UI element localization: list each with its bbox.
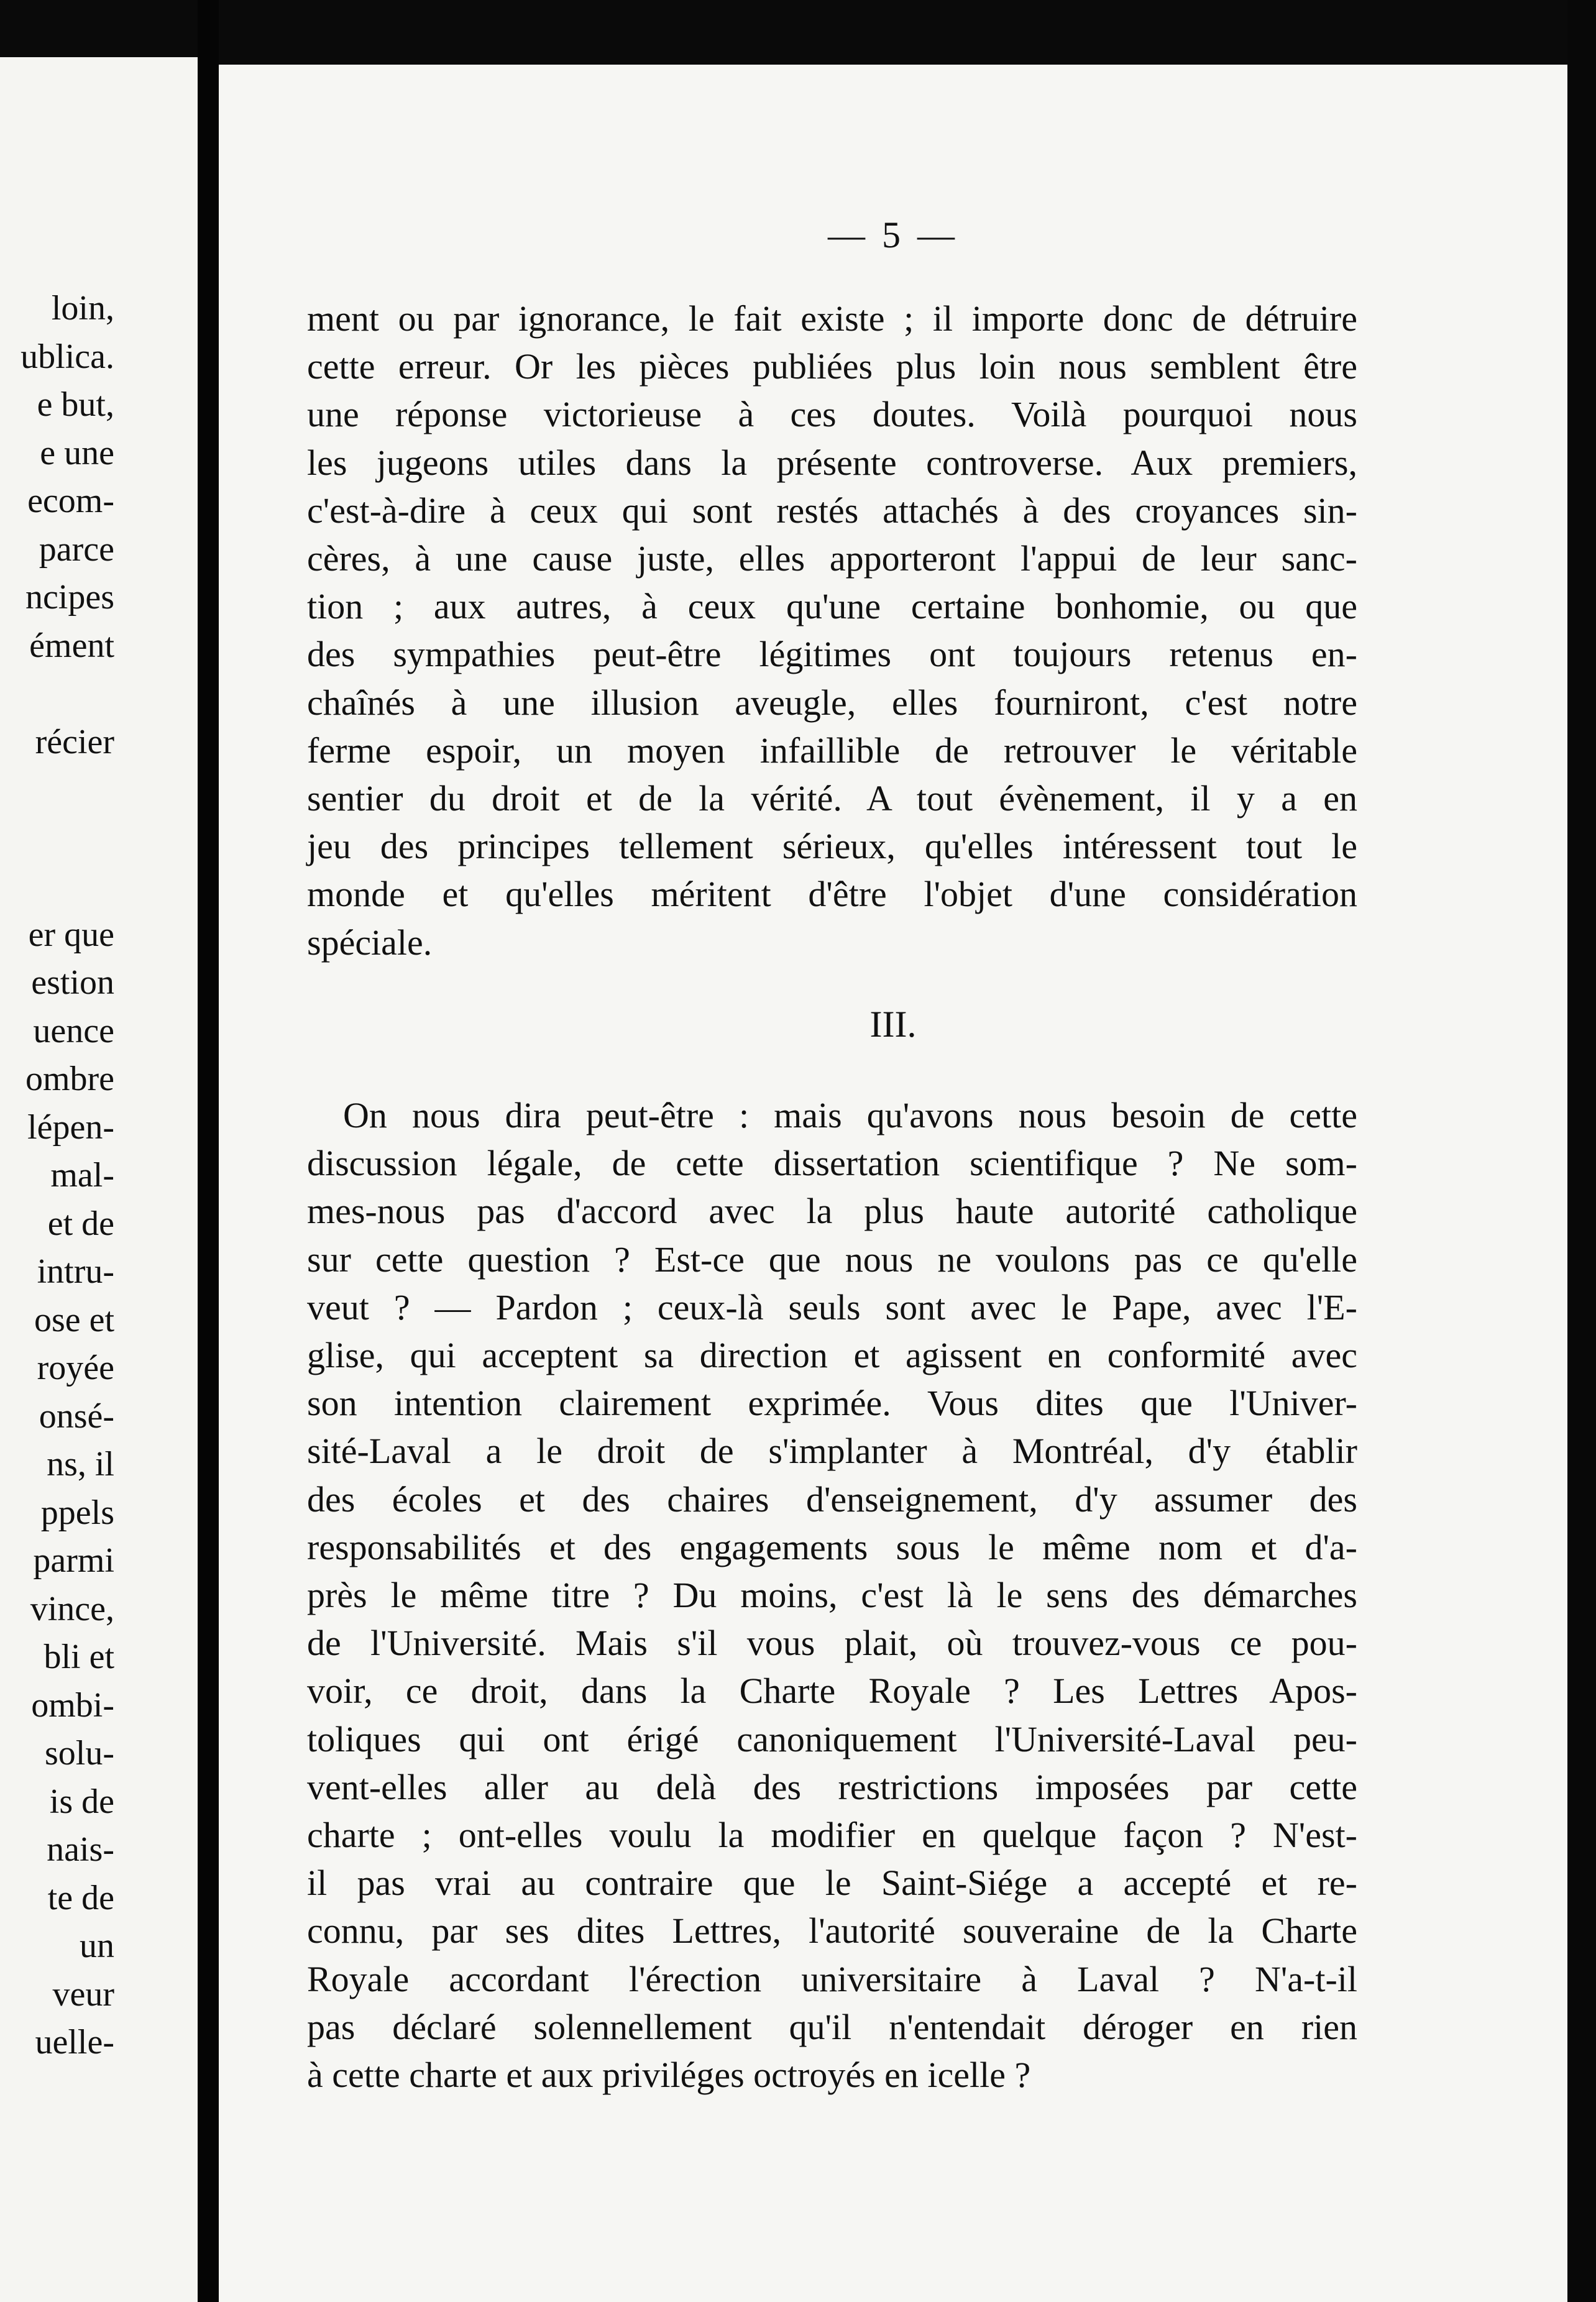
- adjacent-page-line: intru-: [37, 1252, 114, 1291]
- adjacent-page-line: loin,: [51, 289, 114, 328]
- text-line: une réponse victorieuse à ces doutes. Voilà pourquoi nous: [307, 394, 1357, 435]
- text-line: de l'Université. Mais s'il vous plait, où trouvez-vous ce pou-: [307, 1623, 1357, 1664]
- adjacent-page-line: er que: [28, 915, 114, 954]
- adjacent-page-line: ublica.: [21, 337, 114, 376]
- text-line: cette erreur. Or les pièces publiées plus loin nous semblent être: [307, 346, 1357, 387]
- text-line: veut ? — Pardon ; ceux-là seuls sont avec le Pape, avec l'E-: [307, 1286, 1357, 1328]
- adjacent-page-line: onsé-: [39, 1396, 114, 1436]
- adjacent-page-line: estion: [31, 963, 114, 1002]
- text-line: il pas vrai au contraire que le Saint-Siége a accepté et re-: [307, 1863, 1357, 1904]
- text-line: toliques qui ont érigé canoniquement l'Université-Laval peu-: [307, 1718, 1357, 1759]
- text-line: sité-Laval a le droit de s'implanter à Montréal, d'y établir: [307, 1431, 1357, 1472]
- adjacent-page-line: uence: [33, 1011, 114, 1050]
- paragraph-2: [307, 1091, 1357, 2099]
- text-line: son intention clairement exprimée. Vous dites que l'Univer-: [307, 1383, 1357, 1424]
- paragraph-1: [307, 295, 1357, 966]
- text-line: jeu des principes tellement sérieux, qu'elles intéressent tout le: [307, 826, 1357, 867]
- section-heading: III.: [869, 1004, 917, 1045]
- adjacent-page-line: et de: [47, 1204, 114, 1243]
- text-line: des sympathies peut-être légitimes ont toujours retenus en-: [307, 634, 1357, 675]
- adjacent-page-line: bli et: [44, 1638, 114, 1676]
- text-line: tion ; aux autres, à ceux qu'une certaine bonhomie, ou que: [307, 586, 1357, 627]
- document-page: [219, 65, 1567, 2302]
- adjacent-page-line: un: [80, 1927, 114, 1965]
- adjacent-page-line: parmi: [33, 1541, 114, 1580]
- adjacent-page-line: ément: [29, 626, 114, 665]
- text-line: charte ; ont-elles voulu la modifier en quelque façon ? N'est-: [307, 1815, 1357, 1856]
- adjacent-page-line: uelle-: [35, 2023, 114, 2061]
- text-line: voir, ce droit, dans la Charte Royale ? Les Lettres Apos-: [307, 1671, 1357, 1712]
- text-line: sentier du droit et de la vérité. A tout évènement, il y a en: [307, 778, 1357, 819]
- text-line: près le même titre ? Du moins, c'est là le sens des démarches: [307, 1575, 1357, 1616]
- page-number: — 5 —: [828, 214, 958, 255]
- text-line: mes-nous pas d'accord avec la plus haute autorité catholique: [307, 1191, 1357, 1232]
- text-line: monde et qu'elles méritent d'être l'objet d'une considération: [307, 874, 1357, 915]
- text-line: sur cette question ? Est-ce que nous ne voulons pas ce qu'elle: [307, 1239, 1357, 1280]
- adjacent-page-line: parce: [39, 530, 114, 569]
- adjacent-page-line: ombre: [25, 1060, 114, 1098]
- text-line: connu, par ses dites Lettres, l'autorité souveraine de la Charte: [307, 1910, 1357, 1951]
- text-line: ment ou par ignorance, le fait existe ; il importe donc de détruire: [307, 298, 1357, 339]
- adjacent-page-line: te de: [47, 1878, 114, 1917]
- adjacent-page-line: nais-: [47, 1830, 114, 1869]
- text-line: discussion légale, de cette dissertation scientifique ? Ne som-: [307, 1143, 1357, 1184]
- text-line: Royale accordant l'érection universitaire à Laval ? N'a-t-il: [307, 1958, 1357, 1999]
- text-line: pas déclaré solennellement qu'il n'entendait déroger en rien: [307, 2006, 1357, 2047]
- text-line: responsabilités et des engagements sous le même nom et d'a-: [307, 1526, 1357, 1567]
- text-line: les jugeons utiles dans la présente controverse. Aux premiers,: [307, 442, 1357, 483]
- adjacent-page-line: ppels: [40, 1493, 114, 1532]
- adjacent-page-line: lépen-: [27, 1107, 114, 1147]
- adjacent-page-line: vince,: [30, 1589, 114, 1628]
- adjacent-page-line: ose et: [34, 1300, 114, 1339]
- text-line: vent-elles aller au delà des restrictions imposées par cette: [307, 1766, 1357, 1807]
- adjacent-page-line: récier: [35, 722, 114, 761]
- text-line: ferme espoir, un moyen infaillible de retrouver le véritable: [307, 730, 1357, 771]
- adjacent-page-line: e but,: [37, 385, 114, 424]
- adjacent-page-line: mal-: [50, 1156, 114, 1195]
- adjacent-page-line: ncipes: [25, 578, 114, 617]
- text-line: spéciale.: [307, 922, 433, 963]
- adjacent-page-line: e une: [40, 433, 114, 472]
- adjacent-page-line: is de: [49, 1782, 114, 1821]
- adjacent-page-fragment: [0, 57, 198, 2302]
- text-line: c'est-à-dire à ceux qui sont restés attachés à des croyances sin-: [307, 490, 1357, 531]
- text-line: cères, à une cause juste, elles apporteront l'appui de leur sanc-: [307, 538, 1357, 579]
- scan-right-border: [1567, 0, 1596, 2302]
- text-line: chaînés à une illusion aveugle, elles fourniront, c'est notre: [307, 682, 1357, 723]
- adjacent-page-line: ombi-: [31, 1685, 114, 1725]
- binding-gutter: [198, 0, 219, 2302]
- scan-top-border: [0, 0, 1596, 57]
- adjacent-page-line: ns, il: [47, 1445, 114, 1483]
- text-line: des écoles et des chaires d'enseignement, d'y assumer des: [307, 1479, 1357, 1520]
- adjacent-page-line: veur: [52, 1974, 114, 2014]
- adjacent-page-line: ecom-: [27, 482, 114, 520]
- adjacent-page-line: solu-: [45, 1734, 114, 1772]
- text-line: à cette charte et aux priviléges octroyés en icelle ?: [307, 2055, 1031, 2096]
- adjacent-page-line: royée: [37, 1349, 114, 1387]
- text-line: On nous dira peut-être : mais qu'avons nous besoin de cette: [343, 1095, 1357, 1135]
- text-line: glise, qui acceptent sa direction et agissent en conformité avec: [307, 1335, 1357, 1376]
